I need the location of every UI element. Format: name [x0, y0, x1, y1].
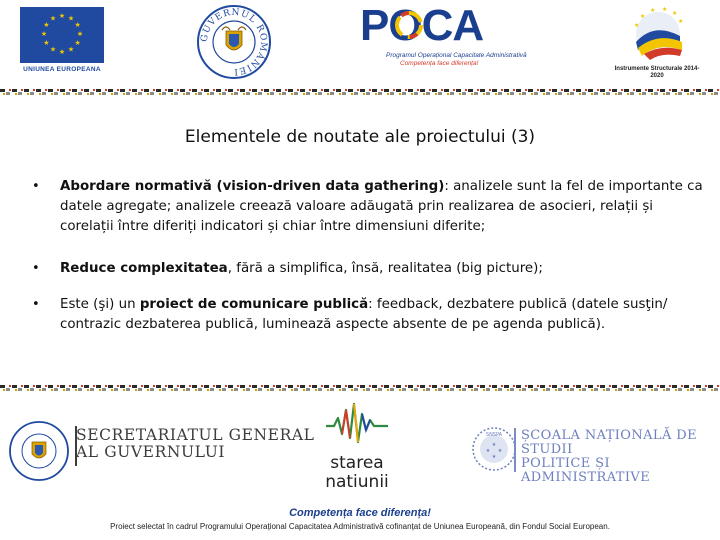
instrumente-structurale-label: Instrumente Structurale 2014-2020 [614, 66, 700, 79]
bullet-text: : analizele sunt la fel de importante ca datele agregate; analizele creează valoare adăugată prin realizarea de asocieri, relații și corelații între diferiți indicatori și chiar între dimensiuni diferite; [60, 179, 703, 234]
snspa-name [521, 429, 720, 485]
slide-title: Elementele de noutate ale proiectului (3) [184, 127, 536, 147]
svg-text:★: ★ [74, 21, 81, 29]
svg-text:★: ★ [76, 30, 84, 38]
coat-of-arms-icon [222, 27, 246, 50]
list-item [32, 177, 707, 237]
starea-line2: natiunii [325, 472, 389, 492]
svg-text:★: ★ [43, 39, 50, 47]
snspa-line1: ȘCOALA NAȚIONALĂ DE STUDII [521, 428, 697, 457]
snspa-seal-logo [471, 426, 517, 472]
waveform-icon [322, 396, 392, 448]
svg-text:★: ★ [67, 45, 75, 54]
eu-flag-icon [20, 7, 104, 63]
bullet-bold: Reduce complexitatea [60, 261, 228, 276]
sgg-name [76, 427, 315, 461]
snspa-line2: POLITICE ȘI ADMINISTRATIVE [521, 456, 651, 485]
decorative-band-top [0, 88, 720, 96]
svg-text:★: ★ [497, 448, 503, 454]
svg-text:★: ★ [58, 48, 66, 56]
svg-text:★: ★ [491, 442, 497, 448]
eu-label: UNIUNEA EUROPEANA [23, 66, 101, 73]
svg-text:★: ★ [49, 45, 57, 54]
list-item [32, 259, 707, 279]
starea-line1: starea [330, 453, 384, 473]
svg-text:★: ★ [485, 448, 491, 454]
svg-text:★: ★ [58, 12, 66, 20]
svg-text:★: ★ [74, 39, 81, 47]
poca-logo [360, 1, 536, 82]
footer-tagline: Competența face diferența! [289, 507, 431, 519]
svg-text:★: ★ [672, 10, 678, 17]
svg-text:★: ★ [491, 454, 497, 460]
sgg-seal-logo [8, 420, 70, 482]
instrumente-structurale-icon [614, 2, 700, 62]
svg-text:★: ★ [40, 30, 48, 38]
bullet-text: , fără a simplifica, însă, realitatea (big picture); [227, 261, 543, 276]
poca-tagline: Competența face diferența! [400, 60, 479, 67]
bullet-bold: Abordare normativă (vision-driven data gathering) [60, 179, 445, 194]
list-item [32, 295, 707, 335]
seal-text: GUVERNUL ROMÂNIEI [199, 7, 269, 77]
svg-text:★: ★ [634, 22, 640, 29]
svg-text:★: ★ [640, 13, 646, 20]
bullet-icon: • [32, 261, 40, 276]
svg-text:★: ★ [678, 18, 684, 25]
bullet-text: : feedback, dezbatere publică (datele susţin/ contrazic dezbaterea publică, luminează aspecte absente de pe agenda publică). [60, 297, 668, 332]
bullet-bold: proiect de comunicare publică [139, 297, 369, 312]
svg-text:★: ★ [662, 6, 668, 13]
poca-subtitle: Programul Operațional Capacitate Administrativă [386, 52, 527, 59]
svg-text:★: ★ [67, 14, 75, 23]
sgg-line1: SECRETARIATUL GENERAL [76, 426, 315, 444]
bullet-icon: • [32, 297, 40, 312]
bullet-prefix: Este (şi) un [60, 297, 140, 312]
instrumente-structurale-logo [614, 2, 700, 84]
svg-text:★: ★ [49, 14, 57, 23]
footer-funding-note: Proiect selectat în cadrul Programului Operațional Capacitatea Administrativă cofinanțat de Uniunea Europeană, din Fondul Social European. [110, 522, 610, 531]
government-seal-logo [196, 4, 272, 80]
starea-natiunii-wordmark [322, 454, 392, 492]
poca-wordmark: POCA [360, 1, 484, 50]
snspa-seal-text: SNSPA [485, 432, 503, 438]
snspa-divider [514, 428, 516, 472]
svg-text:★: ★ [43, 21, 50, 29]
bullet-list [32, 177, 707, 335]
bullet-icon: • [32, 179, 40, 194]
svg-text:★: ★ [650, 7, 656, 14]
sgg-line2: AL GUVERNULUI [76, 443, 226, 461]
coat-of-arms-icon [32, 442, 46, 458]
poca-ring-icon [394, 10, 424, 40]
starea-natiunii-logo [322, 396, 392, 500]
eu-logo [20, 7, 104, 77]
decorative-band-bottom [0, 384, 720, 392]
